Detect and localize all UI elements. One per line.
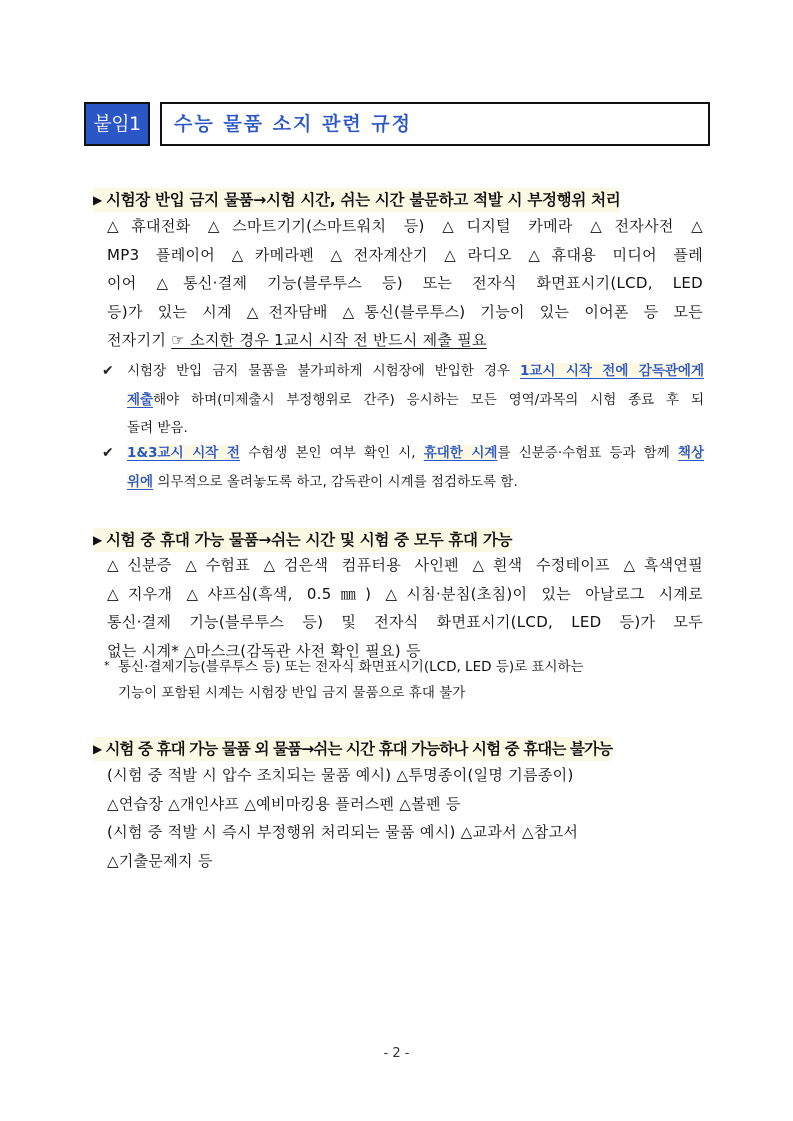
footnote-line [104,653,704,680]
footnote-line: 기능이 포함된 시계는 시험장 반입 금지 물품으로 휴대 불가 [118,685,466,701]
checkmark-icon: ✔ [102,445,114,461]
attachment-tag: 붙임1 [84,102,150,146]
section2-footnote [104,653,704,706]
section3-heading-text: 시험 중 휴대 가능 물품 외 물품→쉬는 시간 휴대 가능하나 시험 중 휴대는 불가능 [105,740,613,758]
footnote-mark: * [104,659,110,672]
note-line [104,468,704,497]
triangle-right-icon: ▶ [93,533,102,547]
text-line: △연습장 △개인샤프 △예비마킹용 플러스펜 △볼펜 등 [107,794,461,813]
text-line: 이어 △통신·결제 기능(블루투스 등) 또는 전자식 화면표시기(LCD, LED [107,274,703,293]
check-note-2 [104,439,704,496]
highlight-text: 위에 [127,473,154,490]
text-line: △휴대전화 △스마트기기(스마트워치 등) △디지털 카메라 △전자사전 △ [107,217,703,235]
highlight-text: 책상 [677,445,705,461]
note-line [104,439,704,468]
page-title: 수능 물품 소지 관련 규정 [160,102,710,146]
section1-heading-text: 시험장 반입 금지 물품→시험 시간, 쉬는 시간 불문하고 적발 시 부정행위 처리 [105,191,621,209]
note-line: 돌려 받음. [127,420,188,436]
section2-heading [93,528,512,552]
text-line: (시험 중 적발 시 압수 조치되는 물품 예시) △투명종이(일명 기름종이) [107,766,574,784]
note-text: 를 신분증·수험표 등과 함께 [497,445,678,461]
text-line: 통신·결제 기능(블루투스 등) 및 전자식 화면표시기(LCD, LED 등)가 모두 [107,613,703,632]
checkmark-icon: ✔ [102,363,114,379]
text-line: (시험 중 적발 시 즉시 부정행위 처리되는 물품 예시) △교과서 △참고서 [107,823,579,842]
text-line: 없는 시계* △마스크(감독관 사전 확인 필요) 등 [107,641,421,660]
section1-heading [93,188,620,212]
note-text: 수험생 본인 여부 확인 시, [239,445,424,461]
note-text: 의무적으로 올려놓도록 하고, 감독관이 시계를 점검하도록 함. [153,473,518,490]
triangle-right-icon: ▶ [93,193,102,207]
section2-heading-text: 시험 중 휴대 가능 물품→쉬는 시간 및 시험 중 모두 휴대 가능 [105,531,513,549]
note-line [104,386,704,415]
highlight-text: 휴대한 시계 [423,445,498,461]
check-note-1 [104,357,704,443]
note-text: 해야 하며(미제출시 부정행위로 간주) 응시하는 모든 영역/과목의 시험 종료 후 되 [153,391,704,408]
text-line-start: 전자기기 [107,331,167,350]
text-line [107,326,703,355]
submit-note: ☞ 소지한 경우 1교시 시작 전 반드시 제출 필요 [171,331,487,350]
text-line: MP3 플레이어 △카메라펜 △전자계산기 △라디오 △휴대용 미디어 플레 [107,245,703,264]
text-line: △지우개 △샤프심(흑색, 0.5㎜) △시침·분침(초침)이 있는 아날로그 시계로 [107,584,703,603]
triangle-right-icon: ▶ [93,742,102,756]
note-line [104,357,704,386]
text-line: △기출문제지 등 [107,851,213,870]
text-line: △신분증 △수험표 △검은색 컴퓨터용 사인펜 △흰색 수정테이프 △흑색연필 [107,556,703,574]
text-line: 등)가 있는 시계 △전자담배 △통신(블루투스) 기능이 있는 이어폰 등 모든 [107,302,703,321]
highlight-text: 1교시 시작 전에 감독관에게 [519,363,704,379]
highlight-text: 1&3교시 시작 전 [127,445,240,461]
note-text: 시험장 반입 금지 물품을 불가피하게 시험장에 반입한 경우 [127,363,520,379]
page-number: - 2 - [383,1046,410,1061]
footnote-text: 통신·결제기능(블루투스 등) 또는 전자식 화면표시기(LCD, LED 등)로 표시하는 [118,659,584,675]
section3-heading [93,737,612,761]
highlight-text: 제출 [127,391,154,408]
section3-body [107,761,703,875]
section2-body [107,551,703,665]
section1-body [107,212,703,355]
